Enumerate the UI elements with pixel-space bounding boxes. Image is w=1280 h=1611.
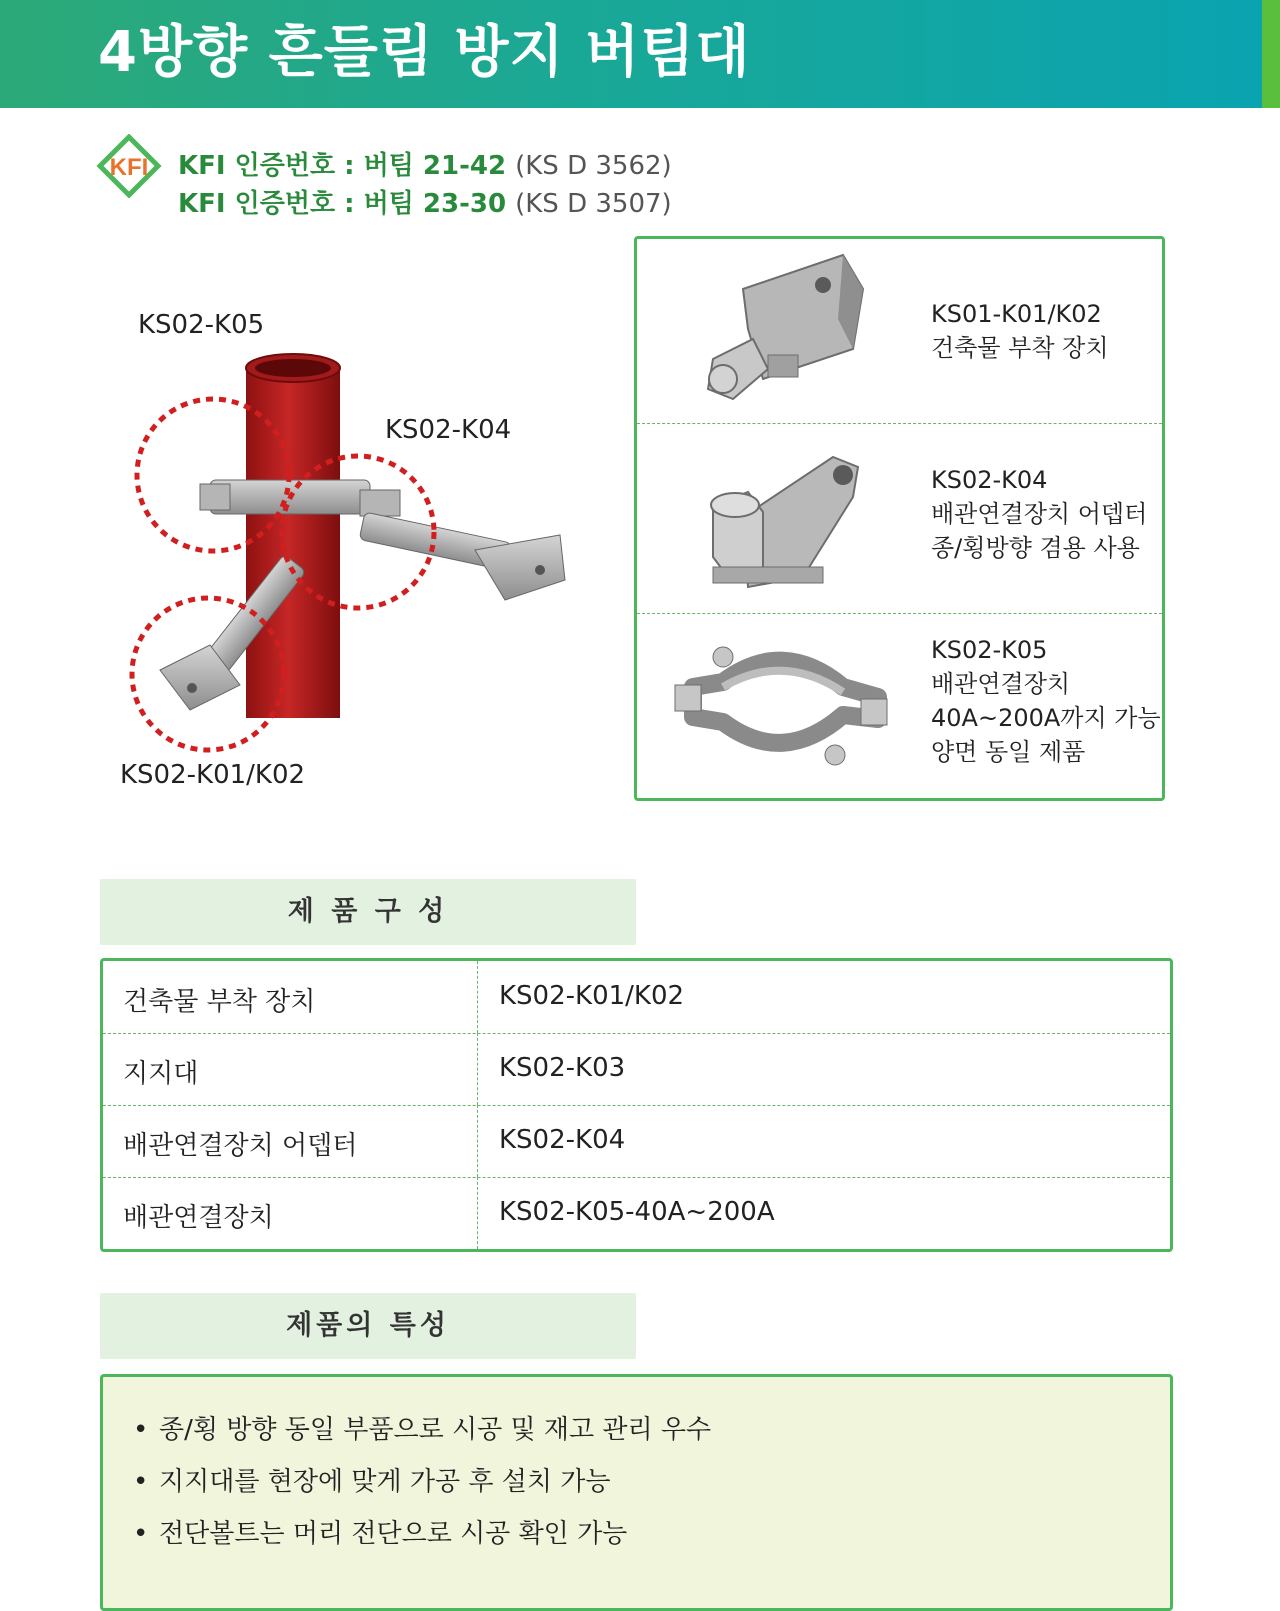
bullet: • xyxy=(133,1415,149,1445)
page-header xyxy=(0,0,1280,108)
kfi-logo xyxy=(96,134,162,198)
bullet: • xyxy=(133,1467,149,1497)
parts-panel xyxy=(634,236,1165,801)
pipe-opening xyxy=(255,359,331,377)
composition-table xyxy=(100,958,1173,1252)
pipe-clamp-image xyxy=(653,627,893,787)
component-name: 건축물 부착 장치 xyxy=(123,987,316,1017)
assembly-illustration xyxy=(120,300,590,820)
table-row xyxy=(103,1105,1170,1178)
plate-hole xyxy=(187,683,197,693)
feature-text: 전단볼트는 머리 전단으로 시공 확인 가능 xyxy=(159,1519,628,1549)
feature-item xyxy=(133,1461,610,1498)
part-line: 건축물 부착 장치 xyxy=(931,334,1109,362)
component-code: KS02-K03 xyxy=(499,1053,626,1083)
component-name: 지지대 xyxy=(123,1059,199,1089)
pipe-adapter-image xyxy=(653,437,893,601)
feature-text: 지지대를 현장에 맞게 가공 후 설치 가능 xyxy=(159,1467,611,1497)
table-row xyxy=(103,1033,1170,1106)
component-code: KS02-K04 xyxy=(499,1125,626,1155)
feature-item xyxy=(133,1409,711,1446)
certification-line-2 xyxy=(178,187,672,221)
header-accent-bar xyxy=(1262,0,1280,108)
feature-text: 종/횡 방향 동일 부품으로 시공 및 재고 관리 우수 xyxy=(159,1415,712,1445)
figure-label-k05: KS02-K05 xyxy=(138,310,265,340)
part-line: 양면 동일 제품 xyxy=(931,738,1086,766)
table-row xyxy=(103,1177,1170,1249)
component-name: 배관연결장치 xyxy=(123,1203,274,1233)
certification-standard: (KS D 3562) xyxy=(515,151,672,181)
part-line: 40A~200A까지 가능 xyxy=(931,704,1161,732)
part-row xyxy=(637,423,1162,614)
plate-hole xyxy=(535,565,545,575)
part-code: KS01-K01/K02 xyxy=(931,300,1102,328)
part-line: 배관연결장치 xyxy=(931,670,1071,698)
part-line: 배관연결장치 어뎁터 xyxy=(931,500,1148,528)
part-row xyxy=(637,239,1162,424)
part-description xyxy=(931,633,1161,769)
part-code: KS02-K04 xyxy=(931,466,1048,494)
component-code: KS02-K01/K02 xyxy=(499,981,685,1011)
figure-label-k01-k02: KS02-K01/K02 xyxy=(120,760,306,790)
part-description xyxy=(931,463,1147,565)
features-panel xyxy=(100,1374,1173,1611)
column-divider xyxy=(477,1033,478,1105)
assembly-figure xyxy=(120,300,590,820)
part-code: KS02-K05 xyxy=(931,636,1048,664)
component-name: 배관연결장치 어뎁터 xyxy=(123,1131,358,1161)
clamp-ear-right xyxy=(360,490,400,516)
column-divider xyxy=(477,1177,478,1249)
red-pipe xyxy=(246,368,340,718)
part-row xyxy=(637,613,1162,798)
page-title: 4방향 흔들림 방지 버팀대 xyxy=(98,20,751,85)
certification-label: KFI 인증번호 : 버팀 21-42 xyxy=(178,151,507,181)
component-code: KS02-K05-40A~200A xyxy=(499,1197,775,1227)
part-line: 종/횡방향 겸용 사용 xyxy=(931,534,1140,562)
bullet: • xyxy=(133,1519,149,1549)
kfi-logo-text: KFI xyxy=(109,154,149,181)
certification-standard: (KS D 3507) xyxy=(515,189,672,219)
column-divider xyxy=(477,961,478,1033)
figure-label-k04: KS02-K04 xyxy=(385,415,512,445)
composition-title: 제 품 구 성 xyxy=(100,879,636,945)
certification-label: KFI 인증번호 : 버팀 23-30 xyxy=(178,189,507,219)
table-row xyxy=(103,961,1170,1034)
part-description xyxy=(931,297,1109,365)
building-attachment-image xyxy=(653,249,893,413)
features-title: 제품의 특성 xyxy=(100,1293,636,1359)
certification-line-1 xyxy=(178,149,672,183)
feature-item xyxy=(133,1513,627,1550)
column-divider xyxy=(477,1105,478,1177)
clamp-ear-left xyxy=(200,484,230,510)
